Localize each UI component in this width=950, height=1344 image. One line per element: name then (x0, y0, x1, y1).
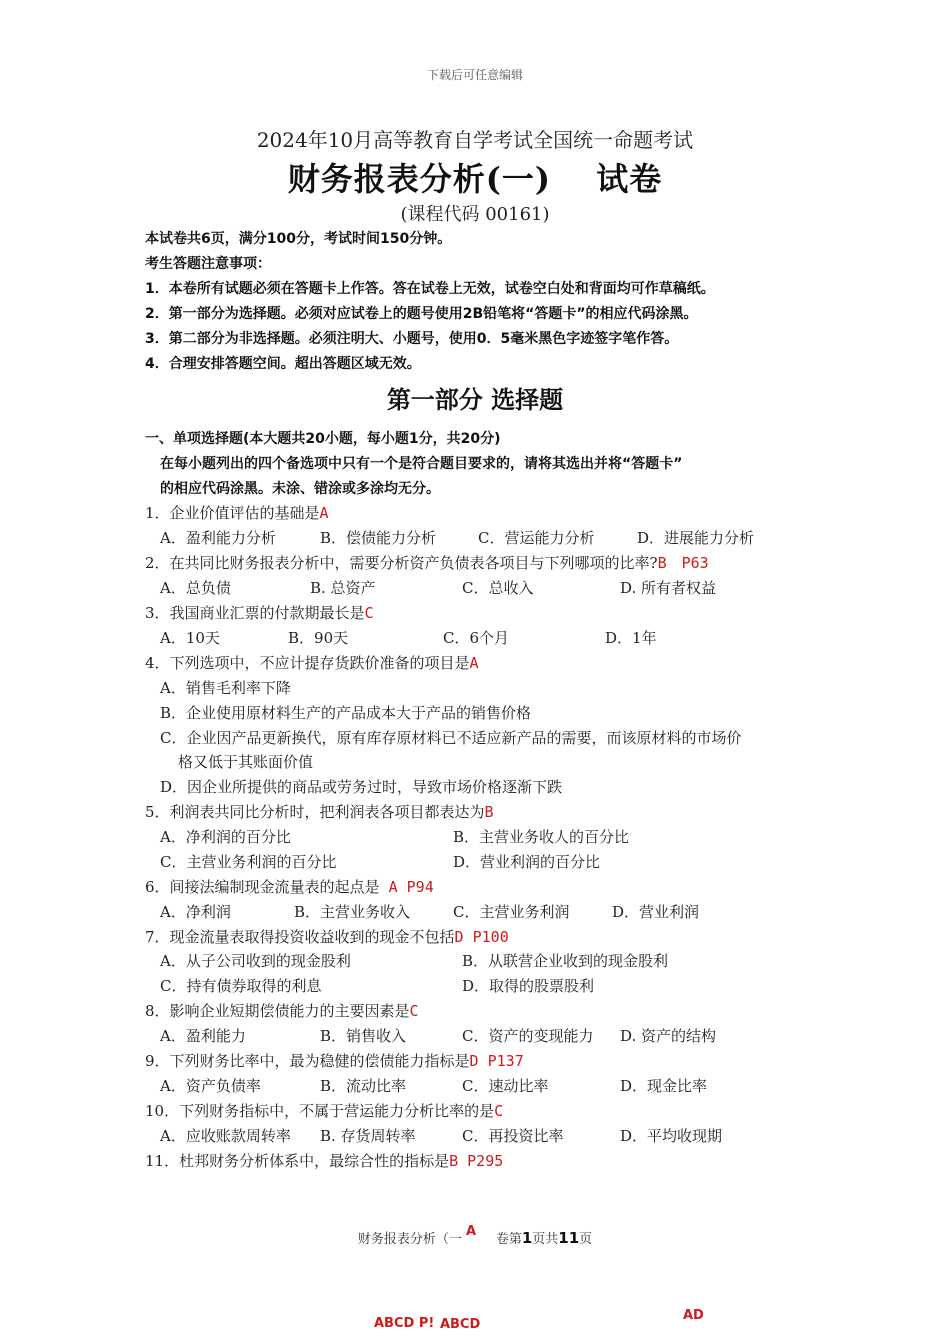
answer-mark: A P94 (379, 878, 434, 896)
question-stem: 6．间接法编制现金流量表的起点是 A P94 (145, 878, 434, 896)
footer-page-number: 1 (521, 1229, 533, 1247)
option: C．总收入 (462, 579, 534, 597)
stray-answer-mark: ABCD (440, 1317, 481, 1332)
exam-session-title: 2024年10月高等教育自学考试全国统一命题考试 (256, 128, 694, 152)
answer-mark: C (409, 1002, 419, 1020)
option: B. 总资产 (310, 579, 376, 597)
option: D. 资产的结构 (620, 1027, 717, 1045)
option: A．10天 (160, 629, 220, 647)
option: C．主营业务利润 (453, 903, 570, 921)
option: A．净利润的百分比 (160, 828, 291, 846)
option: C．6个月 (443, 629, 510, 647)
section-heading: 一、单项选择题(本大题共20小题，每小题1分，共20分) (145, 431, 501, 447)
notice-item: 1．本卷所有试题必须在答题卡上作答。答在试卷上无效，试卷空白处和背面均可作草稿纸。 (145, 281, 715, 297)
answer-mark: B P295 (449, 1152, 504, 1170)
notice-heading: 考生答题注意事项： (145, 256, 271, 272)
footer-label: 页共 (532, 1232, 559, 1247)
course-code: (课程代码 00161) (400, 204, 550, 225)
stray-answer-mark: ABCD P! (374, 1316, 435, 1331)
option: B．主营业务收人的百分比 (453, 828, 630, 846)
option: D．1年 (605, 629, 657, 647)
option: D．进展能力分析 (637, 529, 755, 547)
question-stem: 1．企业价值评估的基础是A (145, 504, 329, 522)
answer-mark: C (364, 604, 374, 622)
option: C．再投资比率 (462, 1127, 564, 1145)
section-instruction: 在每小题列出的四个备选项中只有一个是符合题目要求的，请将其选出并将“答题卡” (160, 456, 683, 472)
exam-intro: 本试卷共6页，满分100分，考试时间150分钟。 (145, 231, 452, 247)
option: A．净利润 (160, 903, 231, 921)
section-title: 第一部分 选择题 (386, 386, 564, 414)
option: D. 所有者权益 (620, 579, 717, 597)
option: A．总负债 (160, 579, 231, 597)
question-stem: 3．我国商业汇票的付款期最长是C (145, 604, 374, 622)
option: A．盈利能力 (160, 1027, 246, 1045)
option: B．销售收入 (320, 1027, 407, 1045)
question-stem: 10．下列财务指标中，不属于营运能力分析比率的是C (145, 1102, 504, 1120)
question-stem: 9．下列财务比率中，最为稳健的偿债能力指标是D P137 (145, 1052, 524, 1070)
watermark: 下载后可任意编辑 (426, 68, 523, 82)
answer-mark: B P63 (657, 554, 709, 572)
notice-item: 4．合理安排答题空间。超出答题区域无效。 (145, 356, 421, 372)
option: B．90天 (288, 629, 349, 647)
notice-item: 3．第二部分为非选择题。必须注明大、小题号，使用0．5毫米黑色字迹签字笔作答。 (145, 331, 679, 347)
option: B. 存货周转率 (320, 1127, 416, 1145)
answer-mark: B (484, 803, 494, 821)
option: C．持有债券取得的利息 (160, 977, 322, 995)
option: D．取得的股票股利 (462, 977, 595, 995)
notice-item: 2．第一部分为选择题。必须对应试卷上的题号使用2B铅笔将“答题卡”的相应代码涂黑。 (145, 306, 698, 322)
option: A．盈利能力分析 (160, 529, 276, 547)
option-continuation: 格又低于其账面价值 (178, 753, 314, 771)
option: D．因企业所提供的商品或劳务过时，导致市场价格逐渐下跌 (160, 778, 563, 796)
option: C．资产的变现能力 (462, 1027, 594, 1045)
option: C．主营业务利润的百分比 (160, 853, 337, 871)
option: D．营业利润的百分比 (453, 853, 601, 871)
answer-mark: A (469, 654, 479, 672)
option: A．从子公司收到的现金股利 (160, 952, 351, 970)
footer-subject: 财务报表分析（一 (357, 1232, 462, 1247)
option: B．流动比率 (320, 1077, 407, 1095)
footer-answer-mark: A (466, 1224, 477, 1239)
footer-label: 卷第 (495, 1232, 522, 1247)
option: C．企业因产品更新换代，原有库存原材料已不适应新产品的需要，而该原材料的市场价 (160, 729, 742, 747)
option: C．营运能力分析 (478, 529, 595, 547)
exam-subject-title: 财务报表分析(一) 试卷 (287, 160, 663, 198)
option: B．偿债能力分析 (320, 529, 437, 547)
answer-mark: D P137 (469, 1052, 524, 1070)
option: C．速动比率 (462, 1077, 549, 1095)
footer-total-pages: 11 (558, 1229, 580, 1247)
option: D．营业利润 (612, 903, 700, 921)
question-stem: 8．影响企业短期偿债能力的主要因素是C (145, 1002, 419, 1020)
option: A．资产负债率 (160, 1077, 261, 1095)
option: A．应收账款周转率 (160, 1127, 291, 1145)
question-stem: 7．现金流量表取得投资收益收到的现金不包括D P100 (145, 928, 509, 946)
stray-answer-mark: AD (683, 1308, 704, 1323)
answer-mark: A (319, 504, 329, 522)
footer-label: 页 (579, 1232, 593, 1247)
question-stem: 5．利润表共同比分析时，把利润表各项目都表达为B (145, 803, 494, 821)
question-stem: 2．在共同比财务报表分析中，需要分析资产负债表各项目与下列哪项的比率?B P63 (145, 554, 709, 572)
option: B．从联营企业收到的现金股利 (462, 952, 669, 970)
answer-mark: D P100 (454, 928, 509, 946)
answer-mark: C (494, 1102, 504, 1120)
option: A．销售毛利率下降 (160, 679, 291, 697)
option: B．企业使用原材料生产的产品成本大于产品的销售价格 (160, 704, 532, 722)
option: B．主营业务收入 (294, 903, 411, 921)
question-stem: 11．杜邦财务分析体系中，最综合性的指标是B P295 (145, 1152, 504, 1170)
question-stem: 4．下列选项中，不应计提存货跌价准备的项目是A (145, 654, 479, 672)
section-instruction: 的相应代码涂黑。未涂、错涂或多涂均无分。 (160, 481, 440, 497)
option: D．现金比率 (620, 1077, 708, 1095)
option: D．平均收现期 (620, 1127, 723, 1145)
